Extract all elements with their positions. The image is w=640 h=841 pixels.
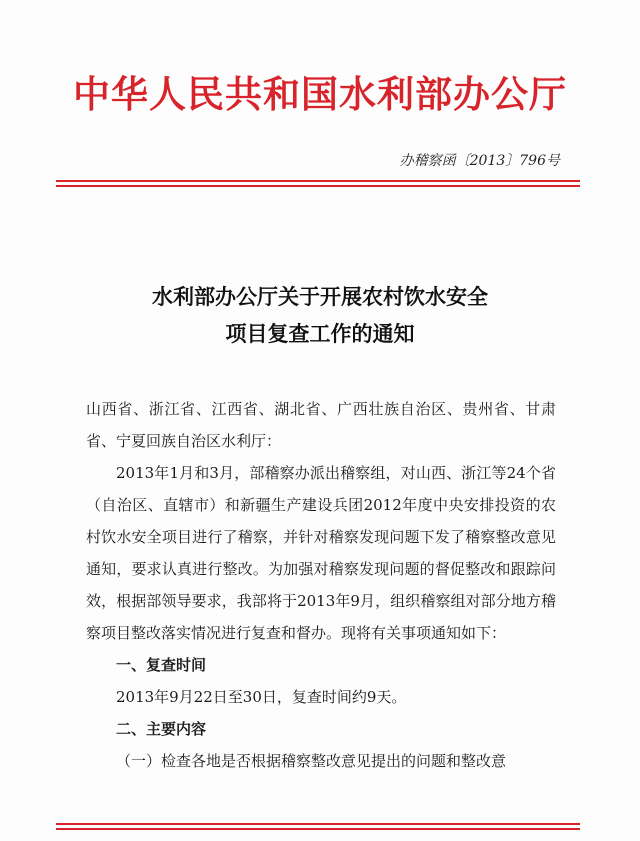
section-1-text: 2013年9月22日至30日，复查时间约9天。 <box>116 688 407 706</box>
footer-divider-line <box>56 828 580 830</box>
header-divider-line <box>56 185 580 187</box>
document-title-line-1: 水利部办公厅关于开展农村饮水安全 <box>152 285 488 309</box>
agency-header: 中华人民共和国水利部办公厅 <box>73 73 567 116</box>
intro-paragraph: 2013年1月和3月，部稽察办派出稽察组，对山西、浙江等24个省（自治区、直辖市）和新疆生产建设兵团2012年度中央安排投资的农村饮水安全项目进行了稽察，并针对稽察发现问题下发了稽察整改意见通知，要求认真进行整改。为加强对稽察发现问题的督促整改和跟踪问效，根据部领导要求，我部将于2013年9月，组织稽察组对部分地方稽察项目整改落实情况进行复查和督办。现将有关事项通知如下： <box>86 464 556 642</box>
footer-divider-line <box>56 823 580 825</box>
addressees-paragraph: 山西省、浙江省、江西省、湖北省、广西壮族自治区、贵州省、甘肃省、宁夏回族自治区水利厅： <box>86 400 556 450</box>
section-2-heading: 二、主要内容 <box>116 720 207 738</box>
header-divider-line <box>56 180 580 182</box>
section-2-text: （一）检查各地是否根据稽察整改意见提出的问题和整改意 <box>116 752 507 770</box>
section-1-heading: 一、复查时间 <box>116 656 207 674</box>
document-number: 办稽察函〔2013〕796号 <box>399 153 560 169</box>
document-body <box>86 393 556 777</box>
document-title-line-2: 项目复查工作的通知 <box>225 322 415 346</box>
